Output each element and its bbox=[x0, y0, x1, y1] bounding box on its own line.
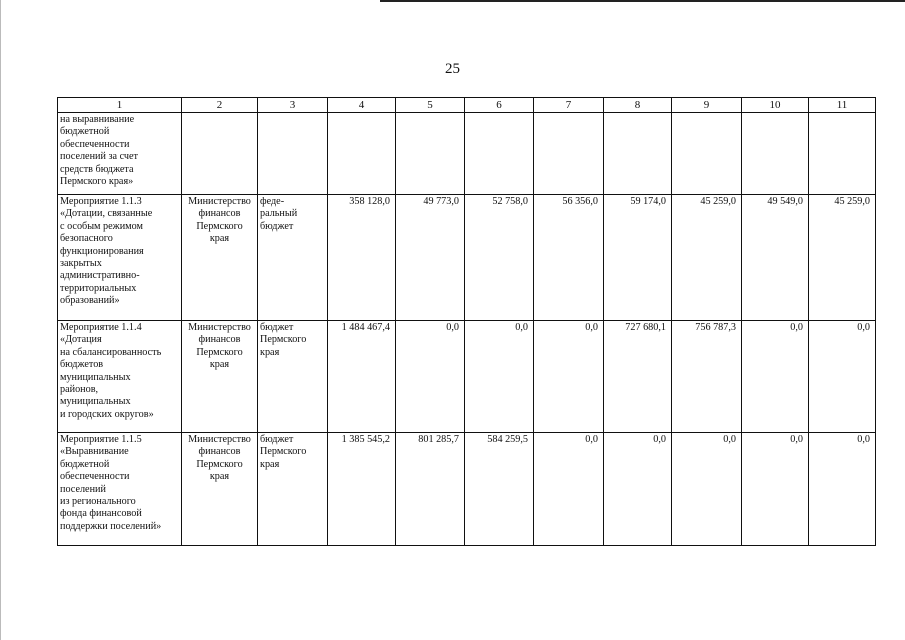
value-cell bbox=[328, 113, 396, 195]
source-cell bbox=[258, 195, 328, 321]
measure-name: на выравнивание бюджетной обеспеченности поселений за счет средств бюджета Пермского края» bbox=[60, 114, 138, 188]
value-cell: 49 773,0 bbox=[396, 195, 465, 321]
value-cell: 0,0 bbox=[742, 321, 809, 433]
value-cell: 0,0 bbox=[465, 321, 534, 433]
value-cell: 0,0 bbox=[809, 321, 876, 433]
owner-name: Министерство финансов Пермского края bbox=[188, 196, 251, 245]
value-cell: 0,0 bbox=[809, 433, 876, 546]
value-cell: 45 259,0 bbox=[809, 195, 876, 321]
scan-edge-top bbox=[380, 0, 905, 2]
value-cell: 0,0 bbox=[742, 433, 809, 546]
column-header: 11 bbox=[809, 98, 876, 113]
value-cell bbox=[604, 113, 672, 195]
funding-source: бюджет Пермского края bbox=[260, 322, 307, 358]
value-cell: 49 549,0 bbox=[742, 195, 809, 321]
owner-name: Министерство финансов Пермского края bbox=[188, 434, 251, 483]
value-cell: 801 285,7 bbox=[396, 433, 465, 546]
owner-cell bbox=[182, 113, 258, 195]
column-header: 8 bbox=[604, 98, 672, 113]
column-header: 1 bbox=[58, 98, 182, 113]
value-cell bbox=[672, 113, 742, 195]
table-row bbox=[58, 195, 876, 321]
value-cell: 56 356,0 bbox=[534, 195, 604, 321]
value-cell bbox=[396, 113, 465, 195]
source-cell bbox=[258, 113, 328, 195]
measure-name: Мероприятие 1.1.4 «Дотация на сбалансированность бюджетов муниципальных районов, муниципальных и городских округов» bbox=[60, 322, 162, 420]
owner-cell bbox=[182, 195, 258, 321]
funding-source: феде- ральный бюджет bbox=[260, 196, 298, 232]
table-row bbox=[58, 433, 876, 546]
value-cell: 358 128,0 bbox=[328, 195, 396, 321]
measure-name: Мероприятие 1.1.3 «Дотации, связанные с особым режимом безопасного функционирования закрытых административно- территориальных образований» bbox=[60, 196, 153, 307]
table-header-row bbox=[58, 98, 876, 113]
measure-name-cell bbox=[58, 113, 182, 195]
column-header: 6 bbox=[465, 98, 534, 113]
value-cell: 59 174,0 bbox=[604, 195, 672, 321]
measure-name-cell bbox=[58, 321, 182, 433]
value-cell bbox=[742, 113, 809, 195]
value-cell: 727 680,1 bbox=[604, 321, 672, 433]
value-cell bbox=[465, 113, 534, 195]
value-cell bbox=[534, 113, 604, 195]
value-cell: 0,0 bbox=[534, 433, 604, 546]
measure-name-cell bbox=[58, 195, 182, 321]
scan-edge-left bbox=[0, 0, 1, 640]
value-cell bbox=[809, 113, 876, 195]
value-cell: 45 259,0 bbox=[672, 195, 742, 321]
owner-cell bbox=[182, 433, 258, 546]
column-header: 4 bbox=[328, 98, 396, 113]
owner-name: Министерство финансов Пермского края bbox=[188, 322, 251, 371]
column-header: 3 bbox=[258, 98, 328, 113]
source-cell bbox=[258, 321, 328, 433]
column-header: 10 bbox=[742, 98, 809, 113]
value-cell: 0,0 bbox=[396, 321, 465, 433]
source-cell bbox=[258, 433, 328, 546]
owner-cell bbox=[182, 321, 258, 433]
value-cell: 1 484 467,4 bbox=[328, 321, 396, 433]
column-header: 9 bbox=[672, 98, 742, 113]
table-row bbox=[58, 113, 876, 195]
column-header: 5 bbox=[396, 98, 465, 113]
value-cell: 0,0 bbox=[672, 433, 742, 546]
value-cell: 0,0 bbox=[604, 433, 672, 546]
value-cell: 1 385 545,2 bbox=[328, 433, 396, 546]
measure-name-cell bbox=[58, 433, 182, 546]
table-row bbox=[58, 321, 876, 433]
value-cell: 0,0 bbox=[534, 321, 604, 433]
funding-source: бюджет Пермского края bbox=[260, 434, 307, 470]
column-header: 2 bbox=[182, 98, 258, 113]
measure-name: Мероприятие 1.1.5 «Выравнивание бюджетной обеспеченности поселений из регионального фонда финансовой поддержки поселений» bbox=[60, 434, 162, 532]
page-number: 25 bbox=[445, 61, 460, 77]
value-cell: 584 259,5 bbox=[465, 433, 534, 546]
value-cell: 52 758,0 bbox=[465, 195, 534, 321]
budget-table bbox=[57, 97, 876, 546]
value-cell: 756 787,3 bbox=[672, 321, 742, 433]
column-header: 7 bbox=[534, 98, 604, 113]
